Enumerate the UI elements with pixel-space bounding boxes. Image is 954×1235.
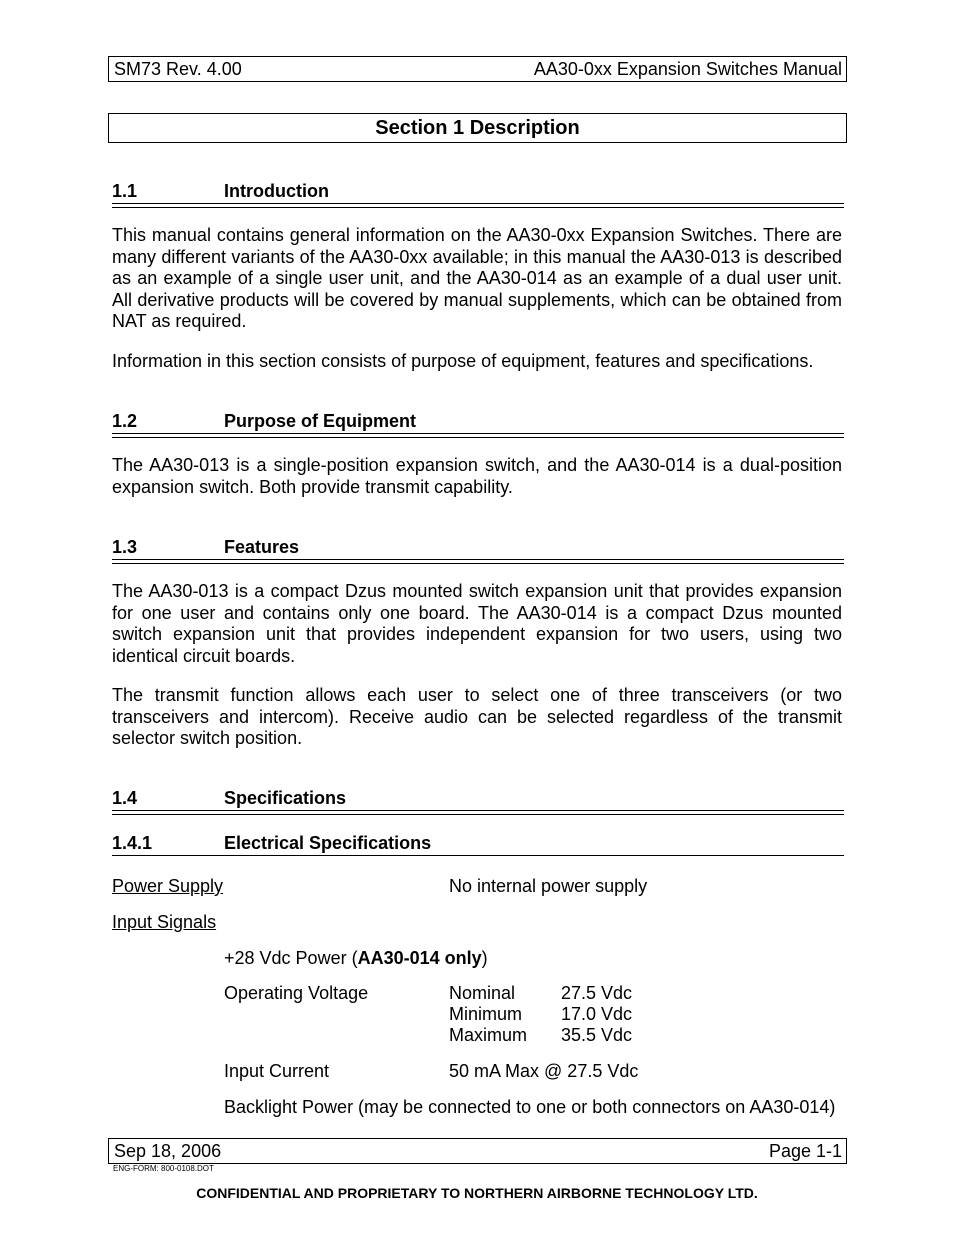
double-rule [112, 433, 844, 438]
voltage-name: Minimum [449, 1004, 523, 1024]
heading-title: Electrical Specifications [224, 833, 432, 853]
voltage-value: 17.0 Vdc [561, 1004, 633, 1024]
document-id: SM73 Rev. 4.00 [114, 59, 242, 79]
heading-purpose [112, 410, 844, 432]
heading-title: Features [224, 537, 300, 557]
purpose-paragraph: The AA30-013 is a single-position expansion switch, and the AA30-014 is a dual-position expansion switch. Both provide transmit capability. [112, 455, 842, 497]
double-rule [112, 810, 844, 815]
section-title: Section 1 Description [108, 113, 847, 143]
input-current-value: 50 mA Max @ 27.5 Vdc [449, 1061, 639, 1081]
input-current-label: Input Current [224, 1061, 330, 1081]
page-header [108, 56, 847, 82]
footer-date: Sep 18, 2006 [114, 1141, 222, 1161]
vdc-prefix: +28 Vdc Power ( [224, 948, 358, 968]
operating-voltage-label: Operating Voltage [224, 983, 369, 1003]
form-id: ENG-FORM: 800-0108.DOT [113, 1164, 214, 1173]
transmit-paragraph: The transmit function allows each user to select one of three transceivers (or two transceivers and intercom). Receive audio can be selected regardless of the transmit selector switch position. [112, 685, 842, 748]
heading-number: 1.1 [112, 181, 138, 201]
heading-specifications [112, 787, 844, 809]
confidentiality-notice: CONFIDENTIAL AND PROPRIETARY TO NORTHERN AIRBORNE TECHNOLOGY LTD. [196, 1185, 758, 1201]
heading-number: 1.4.1 [112, 833, 153, 853]
power-supply-value: No internal power supply [449, 876, 648, 896]
vdc-suffix: ) [481, 948, 488, 968]
heading-number: 1.3 [112, 537, 138, 557]
heading-number: 1.2 [112, 411, 138, 431]
heading-title: Introduction [224, 181, 329, 201]
page-number: Page 1-1 [768, 1141, 842, 1161]
voltage-value: 35.5 Vdc [561, 1025, 633, 1045]
page-footer [108, 1138, 847, 1164]
single-rule [112, 855, 844, 856]
features-paragraph: The AA30-013 is a compact Dzus mounted switch expansion unit that provides expansion for one user and contains only one board. The AA30-014 is a compact Dzus mounted switch expansion unit that provides independent expansion for two users, using two identical circuit boards. [112, 581, 842, 666]
double-rule [112, 203, 844, 208]
voltage-name: Nominal [449, 983, 516, 1003]
vdc-power-line [224, 948, 488, 969]
backlight-power-line: Backlight Power (may be connected to one or both connectors on AA30-014) [224, 1097, 836, 1117]
manual-title: AA30-0xx Expansion Switches Manual [533, 59, 842, 79]
voltage-value: 27.5 Vdc [561, 983, 633, 1003]
heading-number: 1.4 [112, 788, 138, 808]
heading-title: Purpose of Equipment [224, 411, 417, 431]
heading-introduction [112, 180, 844, 202]
heading-title: Specifications [224, 788, 347, 808]
heading-electrical-specifications [112, 832, 844, 854]
double-rule [112, 559, 844, 564]
voltage-name: Maximum [449, 1025, 528, 1045]
vdc-model-note: AA30-014 only [357, 948, 482, 968]
intro-scope-paragraph: Information in this section consists of purpose of equipment, features and specifications. [112, 351, 814, 371]
heading-features [112, 536, 844, 558]
input-signals-label: Input Signals [112, 912, 217, 932]
power-supply-label: Power Supply [112, 876, 224, 896]
intro-paragraph: This manual contains general information on the AA30-0xx Expansion Switches. There are many different variants of the AA30-0xx available; in this manual the AA30-013 is described as an example of a single user unit, and the AA30-014 as an example of a dual user unit. All derivative products will be covered by manual supplements, which can be obtained from NAT as required. [112, 225, 842, 331]
